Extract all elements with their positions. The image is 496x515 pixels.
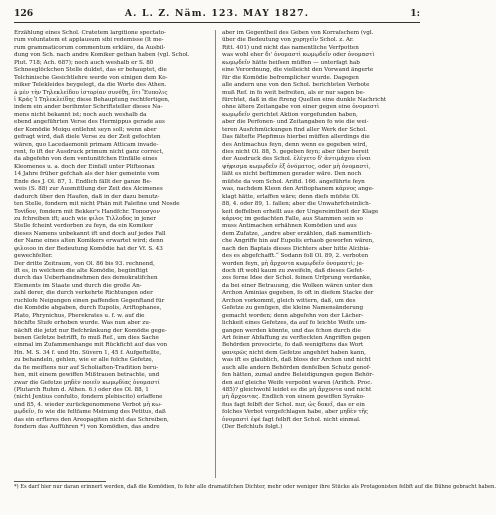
- text-line: zwar die Gefetze μηδὲν ποιεῖν κωμῳδίας ὀνομαστί: [14, 379, 160, 386]
- text-line: indem ein ander berihmter Schriftsteller dieses Na-: [14, 104, 163, 111]
- text-line: gangen werden könnte, und das fchon durch die: [222, 327, 361, 334]
- text-line: teren Ausfchmückungen find aller Werk der Schol.: [222, 126, 368, 133]
- text-line: gefragt wird, daß diele Verse zu der Zeit gefochten: [14, 134, 161, 141]
- text-line: Kleomenes u. a. doch der Einfall unter Plifteonax: [14, 163, 155, 170]
- text-line: φανερῶς nicht dem Gefetze angehört haben kann,: [222, 349, 366, 356]
- text-line: Telchinische Gesichtlehre werde von einigen dem Ko-: [14, 74, 168, 81]
- text-line: fen hätten, zumal andre Beleidigungen gegen Behör-: [222, 372, 374, 379]
- text-line: 485)? gleichwohl leidet es die μὴ ἄρχοντα und nicht: [222, 387, 372, 393]
- text-line: alle andern une von den Schol. berichteten Verbote: [222, 82, 370, 89]
- text-line: (Plutarch Ruhm d. Athen. 6.) oder des Ol. 88, 1: [14, 387, 149, 393]
- text-line: muß Ref. in fo weit befreiten, als er nur sagen be-: [222, 89, 365, 96]
- text-line: doch ift wohl kaum zu zweifeln, daß dieses Gefet-: [222, 268, 364, 274]
- text-line: durch das Ueberhandnehmen des demokratifchen: [14, 275, 158, 282]
- text-line: höchfte Stufe erhoben wurde. Was nun aber zu-: [14, 320, 151, 327]
- text-line: da abgefehn von dem ventunitfchen Einfälle eines: [14, 156, 158, 163]
- text-line: nach den Baptais dieses Dichters aber hitte Alcibia-: [222, 245, 371, 252]
- text-line: gemacht worden; denn abgefehn von der Lächer-: [222, 312, 364, 319]
- text-line: der Komödie Moiqu entlehnt seyn soll; wenn aber: [14, 126, 157, 133]
- text-line: Gefetze zu genügen, die kleine Namensänderung: [222, 305, 364, 312]
- text-line: κωμῳδεῖν gerichtet Aktion vorgefunden haben,: [222, 111, 358, 118]
- text-line: worden feyn, μὴ ἄρχοντα κωμῳδεῖν ὀνομαστὶ; je-: [222, 260, 364, 267]
- text-line: Art feiner Abfaffung zu verfteckten Angriffen gegen: [222, 334, 371, 341]
- journal-title: A. L. Z. Näm. 123. MAY 1827.: [124, 8, 310, 19]
- text-line: zu behandeln, gehlen, wie er alle folche Gefetze,: [14, 357, 154, 364]
- text-line: rent, fo ift der Ausdruck primum nicht ganz correct,: [14, 149, 164, 155]
- text-line: miker Telekleides beygelegt, da die Worte des Athen.: [14, 82, 167, 89]
- text-line: auch alle andern Behörden denfelben Schutz genof-: [222, 364, 371, 371]
- text-line: zahl derer, die durch verkehrte Richtungen oder: [14, 290, 153, 297]
- text-line: fius fagt felbft der Schol. nur, ὡς δοκεῖ, das er ein: [222, 401, 365, 408]
- text-line: φιλοιοο in der Bedeutung Komödie hat der Vf. S. 43: [14, 245, 163, 252]
- text-line: Hn. M. S. 34 f. und Hn. Süvern 1, 45 f. Aufgeftellte,: [14, 349, 162, 356]
- text-line: Der dritte Zeitraum, von Ol. 86 bis 93. rechnend,: [14, 260, 155, 267]
- text-line: à μὲν τὴν Τηλεκλείδου ἱστορίαν συνέθη, ὅτι Ἔυπολις: [14, 89, 168, 96]
- text-line: dieses Namens unbekannt ift und doch auf jedes Fall: [14, 230, 166, 237]
- text-line: eine Verordnung, die vielleicht den Vorwand ängerte: [222, 67, 374, 74]
- text-line: dies nicht Ol. 88, 5. gegeben feyn; aber über bereit: [222, 149, 369, 155]
- text-line: κωμῳδεῖν hätte heifsen müffen — unterfagt hab: [222, 59, 360, 66]
- text-line: Archon Aminias gegeben, fo oft in diefem Stacke der: [222, 290, 374, 297]
- text-line: zes ferne Idee der Schol. feinen Urfprung verdanke,: [222, 275, 372, 282]
- page-number-right: 1:: [410, 8, 420, 19]
- column-divider: [215, 30, 216, 478]
- text-line: Plut. 718; Ach. 687); noch auch weshalb er S. 80: [14, 59, 154, 66]
- text-line: rum voluntatem et applausum sibi redemisse (lt me-: [14, 37, 164, 44]
- text-line: Erzählung eines Schol. Cratetem largitione spectato-: [14, 30, 166, 36]
- text-line: aber die Perfonen- und Zeitangaben fo wie die wei-: [222, 119, 369, 126]
- text-line: des Antimachus feyn, denn wenn es gegeben wird,: [222, 141, 368, 148]
- text-line: über die Bedeutung von χορηγεῖν Schol. z. Ar.: [222, 37, 354, 44]
- text-line: da fie meiftens nur auf Scholiaften-Tradition beru-: [14, 364, 159, 371]
- text-line: müfste da vom Schol. Arifid. 166. angeführte feyn: [222, 178, 365, 185]
- text-line: den auf gleiche Weife verpoönt waren (Arifich. Proc.: [222, 379, 373, 386]
- text-line: μῳδεῖν, fo wie die feltfame Meinung des Petitus, daß: [14, 409, 166, 416]
- text-line: klagt hätte, erlaffen wäre; denn diefs müfste Ol.: [222, 193, 360, 200]
- text-line: ohne ältere Zeitangabe von einer gegen eine ὀνομαστὶ: [222, 104, 380, 111]
- text-line: der Name eines alten Komikers erwartet wird; denn: [14, 238, 164, 245]
- text-line: μὴ ἄρχοντας. Endlich von einem gewiffen Syrako-: [222, 394, 365, 401]
- text-line: rum grammaticorum commentum erkläre, da Ausbil-: [14, 44, 166, 51]
- text-line: dadurch über den Haufen, daß in der dazu benutz-: [14, 193, 160, 200]
- text-line: ten Stelle, fondern mit nicht Phän mit Falefine und Nosde: [14, 201, 180, 208]
- text-line: ὀνομαστὶ ἐφέ fagt felbft der Schol. nicht einmal.: [222, 416, 361, 423]
- text-line: dem Zufatze, „andre aber erzählen, daß namentlich-: [222, 230, 373, 237]
- text-line: fondern das Aufführen *) von Komödien, das andre: [14, 424, 160, 431]
- text-line: mens nicht bekannt ist; noch auch weshalb da: [14, 111, 147, 118]
- text-line: gewechfelter.: [14, 253, 53, 260]
- text-line: muss Antimachen erhähnen Komödien und aus: [222, 223, 357, 230]
- text-line: (Der Befchlufs folgt.): [222, 424, 283, 431]
- text-line: ψήφισμα κωμῳδεῖν ἐξ ὀνόματος, oder μὴ ὀνομαστὶ,: [222, 163, 371, 170]
- text-line: wären, quo Lacedaemonii primam Atticam invade-: [14, 141, 159, 148]
- text-line: Toviδον, fondern mit Bekker's Handfchr. Τοποσγον: [14, 208, 160, 215]
- text-line: keit deffelben erhellt aus der Ungereimtheit der Klage: [222, 208, 379, 215]
- text-line: das ein erfteres den Areopagiten nicht das Schreiben,: [14, 416, 169, 423]
- text-line: hen, mit einem gewiffen Mißtrauen betrachte, und: [14, 372, 160, 379]
- text-line: 88, 4. oder 89, 1. fallen; aber die Unwahrfcheinlich-: [222, 201, 371, 208]
- text-line: zu fchreiben ift; auch wie φιλοι Τιλλοδος in jener: [14, 215, 157, 222]
- text-line: (nicht Jentius confulto, fondern plebiscito) erlaffene: [14, 394, 163, 401]
- text-line: folches Verbot vorgefchlagen habe, aber μηδὲν τῆς: [222, 409, 369, 416]
- text-line: ift es, in welchem die alte Komödie, begiinftigt: [14, 268, 148, 274]
- page-header: [14, 6, 420, 23]
- text-line: fürchtet, daß in die ftreng Quellen eine dunkle Nachricht: [222, 96, 387, 103]
- text-line: Das fältefte Plepfimus hierbei müffen allerdings die: [222, 134, 370, 141]
- page-number: 126: [14, 8, 34, 19]
- left-column: [14, 30, 207, 432]
- text-line: dung von Sch. nach andre Komiker gethan haben (vgl. Schol.: [14, 52, 190, 59]
- text-line: nächft die jetzt nur Befchränkung der Komödie gege-: [14, 327, 167, 334]
- right-column: [222, 30, 420, 432]
- text-line: benen Gefetze betrifft, fo muß Ref., um dies Sache: [14, 334, 159, 341]
- text-line: Plato, Phrynichus, Pherekrates u. f. w. auf die: [14, 312, 145, 319]
- text-line: aber im Gegentheil des Geben von Korraïschem (vgl.: [222, 30, 374, 36]
- text-line: ebend angeführten Verse des Hermippus gerade aus: [14, 119, 165, 126]
- text-line: einmal im Zufammenhange mit Rückficht auf das von: [14, 342, 168, 349]
- text-line: ἰ Κράς Ἰ Τηλεκλείδης diese Behauptung rechtfertigen,: [14, 96, 170, 103]
- text-line: κάρνος im gedachten Falle, aus Stammen sein so: [222, 215, 363, 222]
- text-line: für die Komödie befremplicher wurde. Dagegen: [222, 74, 359, 81]
- text-line: des es abgefchafft.“ Sodann foll Ol. 89, 2. verboten: [222, 253, 369, 260]
- text-line: Elements im Staate und durch die große An-: [14, 282, 142, 289]
- text-line: da bei einer Betrauung, die Wolken wären unter den: [222, 282, 373, 289]
- text-line: weis (S. 88) zur Ausmittlung der Zeit des Alcimenes: [14, 186, 163, 193]
- text-line: was ift es glaublich, daß bloss der Archon und nicht: [222, 357, 371, 364]
- text-line: was, nachdem Kleon den Arifiophanem κάρνος ange-: [222, 186, 374, 193]
- text-line: 14 Jahre früher gefchah als der hier gemeinte vom: [14, 171, 160, 178]
- text-line: die Komödie abgaben, durch Eupolis, Ariftophanes,: [14, 305, 162, 312]
- text-line: lichkeit eines Gefetzes, da auf fo leichte Weife um-: [222, 320, 367, 327]
- text-line: che Angriffe hin auf Eupolis erhaob geworfen wären,: [222, 238, 374, 245]
- text-line: Ritt. 401) und nicht das namentliche Verfpotten: [222, 44, 359, 51]
- footnote-rule: [14, 481, 106, 482]
- text-line: Schneeglöckchen Stelle duldet, das er behauptet, die: [14, 67, 167, 74]
- text-line: läßt es nicht beftimmen gerader wäre. Den noch: [222, 171, 362, 178]
- text-line: was wohl eher δι' ὀνομαστὶ κωμῳδεῖν oder ὀνομαστὶ: [222, 52, 375, 59]
- text-line: und 85, 4. wieder zurückgenommene Verbot μὴ κω-: [14, 401, 162, 408]
- text-line: Stelle fcheint verdorben zu feyn, da ein Komiker: [14, 223, 153, 230]
- text-line: Behörden provocirte, fo daß wenigftens das Wort: [222, 342, 364, 349]
- footnote: *) Es darf hier nur daran erinnert werden, daß die Komödien, fo fehr alle dramatifchen Dichter, mehr oder weniger ihre Stücke als Protagonisten felbft auf die Bühne gebracht haben.: [14, 484, 496, 490]
- text-line: ruchlofe Neigungen einen paffenden Gegenftand für: [14, 297, 165, 304]
- text-line: der Ausdruck des Schol. ἐλέγετο δ' ἀντιμάχου εἶναι: [222, 156, 371, 163]
- text-line: Archon vorkommt, gleich wittern, daß, um des: [222, 297, 356, 304]
- text-line: Ende des J. Ol. 87, 1. Endlich fällt der ganze Be-: [14, 178, 152, 185]
